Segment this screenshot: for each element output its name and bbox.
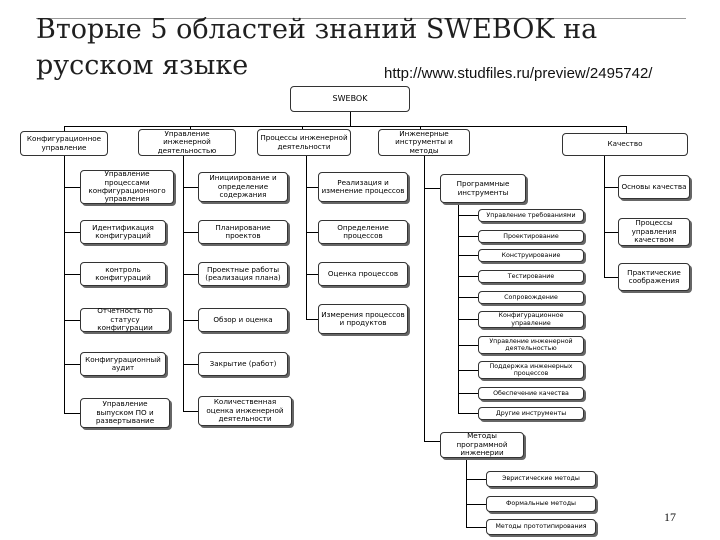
mgmt-node-project-work: Проектные работы (реализация плана) — [198, 262, 288, 286]
quality-node-practical: Практические соображения — [618, 263, 690, 291]
connector — [458, 319, 478, 320]
connector — [466, 504, 486, 505]
area-quality: Качество — [562, 133, 688, 156]
connector — [604, 187, 618, 188]
connector — [458, 255, 478, 256]
process-node-implementation: Реализация и изменение процессов — [318, 172, 408, 202]
method-node-heuristic: Эвристические методы — [486, 471, 596, 487]
config-node-process-mgmt: Управление процессами конфигурационного управления — [80, 170, 174, 204]
tool-node-other: Другие инструменты — [478, 407, 584, 420]
connector — [183, 364, 198, 365]
tools-group-node: Программные инструменты — [440, 174, 526, 203]
connector — [306, 232, 318, 233]
connector — [64, 413, 80, 414]
tool-node-construction: Конструирование — [478, 249, 584, 262]
tool-node-design: Проектирование — [478, 230, 584, 243]
swebok-root-node: SWEBOK — [290, 86, 410, 112]
area-eng-processes: Процессы инженерной деятельности — [257, 129, 351, 156]
connector — [306, 156, 307, 320]
tool-node-requirements: Управление требованиями — [478, 209, 584, 222]
connector — [183, 232, 198, 233]
connector — [466, 527, 486, 528]
process-node-definition: Определение процессов — [318, 220, 408, 244]
connector — [183, 274, 198, 275]
connector — [604, 232, 618, 233]
connector — [458, 236, 478, 237]
connector — [604, 277, 618, 278]
config-node-identification: Идентификация конфигураций — [80, 220, 166, 244]
method-node-formal: Формальные методы — [486, 496, 596, 512]
connector — [64, 232, 80, 233]
connector — [604, 156, 605, 278]
connector — [64, 364, 80, 365]
methods-group-node: Методы программной инженерии — [440, 432, 524, 458]
connector — [183, 187, 198, 188]
config-node-audit: Конфигурационный аудит — [80, 352, 166, 376]
connector — [306, 319, 318, 320]
mgmt-node-planning: Планирование проектов — [198, 220, 288, 244]
tool-node-maintenance: Сопровождение — [478, 291, 584, 304]
connector — [183, 156, 184, 412]
mgmt-node-closure: Закрытие (работ) — [198, 352, 288, 376]
connector — [64, 126, 626, 127]
tool-node-config: Конфигурационное управление — [478, 311, 584, 328]
mgmt-node-measurement: Количественная оценка инженерной деятельности — [198, 396, 292, 426]
connector — [424, 441, 440, 442]
connector — [306, 274, 318, 275]
process-node-assessment: Оценка процессов — [318, 262, 408, 286]
connector — [306, 187, 318, 188]
connector — [64, 156, 65, 414]
connector — [458, 276, 478, 277]
config-node-release: Управление выпуском ПО и развертывание — [80, 398, 170, 428]
connector — [350, 112, 351, 126]
quality-node-fundamentals: Основы качества — [618, 175, 690, 199]
connector — [64, 274, 80, 275]
connector — [458, 215, 478, 216]
connector — [458, 345, 478, 346]
page-number: 17 — [664, 510, 676, 524]
tool-node-process-support: Поддержка инженерных процессов — [478, 361, 584, 379]
connector — [458, 413, 478, 414]
tool-node-testing: Тестирование — [478, 270, 584, 283]
connector — [183, 411, 198, 412]
config-node-control: контроль конфигураций — [80, 262, 166, 286]
connector — [466, 479, 486, 480]
method-node-prototyping: Методы прототипирования — [486, 519, 596, 535]
process-node-measurement: Измерения процессов и продуктов — [318, 304, 408, 334]
source-url: http://www.studfiles.ru/preview/2495742/ — [384, 65, 653, 82]
mgmt-node-review: Обзор и оценка — [198, 308, 288, 332]
tool-node-quality: Обеспечение качества — [478, 387, 584, 400]
connector — [64, 320, 80, 321]
tool-node-eng-mgmt: Управление инженерной деятельностью — [478, 336, 584, 354]
area-tools-methods: Инженерные инструменты и методы — [378, 129, 470, 156]
connector — [424, 156, 425, 441]
connector — [458, 203, 459, 413]
connector — [458, 297, 478, 298]
quality-node-management: Процессы управления качеством — [618, 218, 690, 246]
connector — [466, 458, 467, 527]
connector — [183, 320, 198, 321]
area-eng-management: Управление инженерной деятельностью — [138, 129, 236, 156]
connector — [64, 187, 80, 188]
area-config-management: Конфигурационное управление — [20, 131, 108, 156]
mgmt-node-initiation: Инициирование и определение содержания — [198, 172, 288, 202]
connector — [458, 393, 478, 394]
config-node-status-reporting: Отчетность по статусу конфигурации — [80, 308, 170, 332]
slide-title: Вторые 5 областей знаний SWEBOK на русском языке — [36, 14, 598, 81]
connector — [424, 188, 440, 189]
connector — [458, 370, 478, 371]
